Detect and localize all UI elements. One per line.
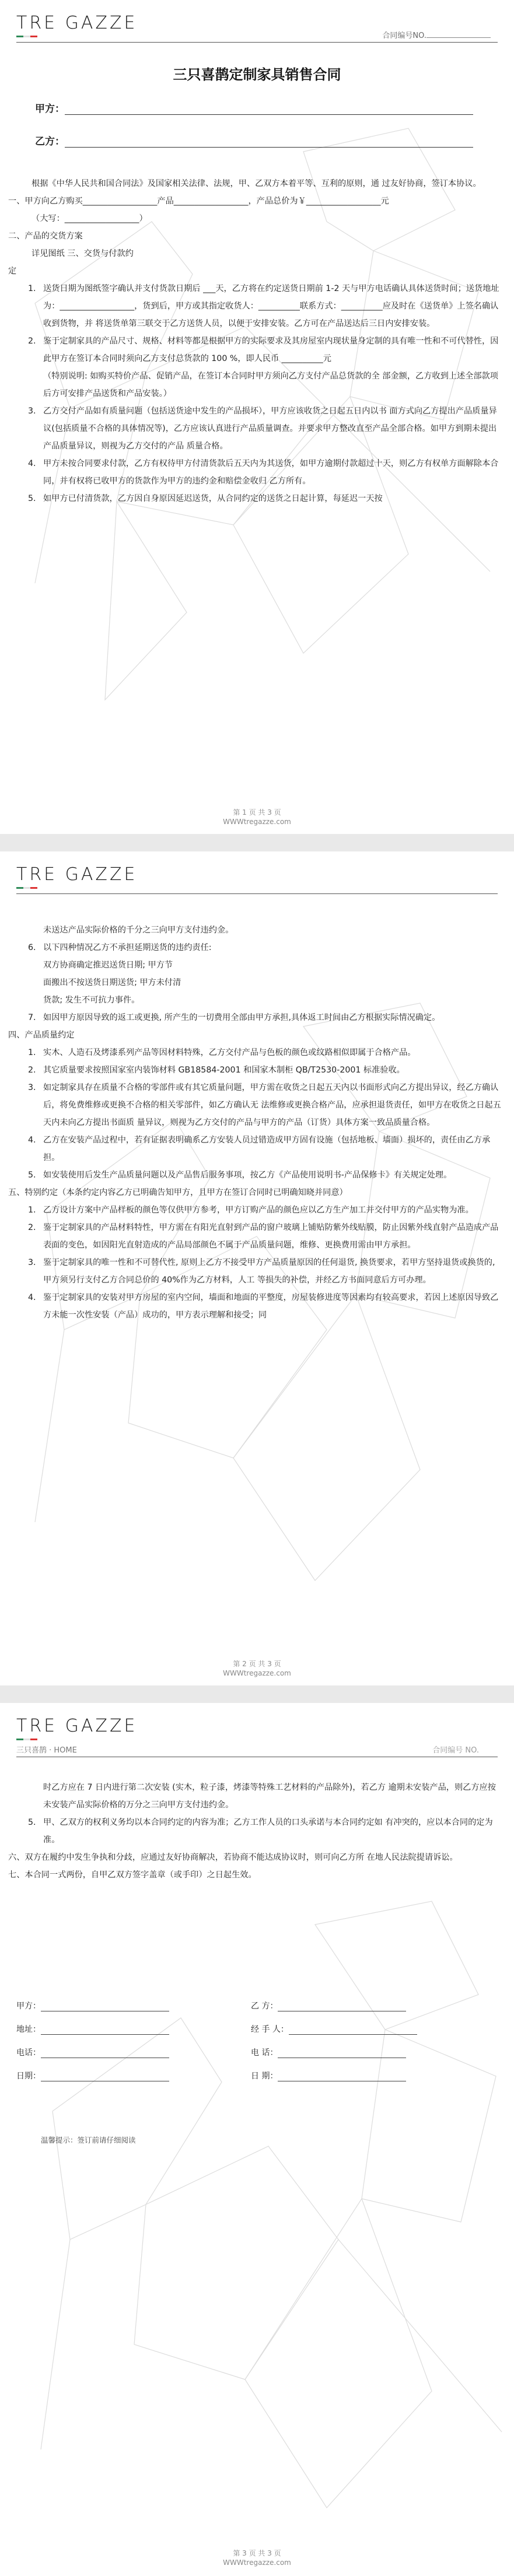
sign-b-handler[interactable]: 经 手 人： [251,2018,417,2041]
contract-body-3 [8,1779,503,1884]
sign-a-phone[interactable]: 电话： [16,2041,169,2065]
page-number: 第 1 页 共 3 页 [233,808,281,816]
contract-body-2 [8,921,503,1324]
exemption-line-3: 货款; 发生不可抗力事件。 [43,996,140,1005]
contract-page-3 [0,1703,514,2576]
clause-late-delivery: 5. 如甲方已付清货款，乙方因自身原因延迟送货，从合同约定的送货之日起计算，每延迟一天按 [28,494,383,503]
clause-quality-objection: 3. 乙方交付产品如有质量问题（包括送货途中发生的产品损坏），甲方应该收货之日起五日内以书 面方式向乙方提出产品质量异议(包括质量不合格的具体情况等)，乙方应该认真进行产品质量调查。并要求甲方整改直至产品全部合格。如甲方到期未提出产品质量异议，则视为乙方交付的产品 质量合格。 [28,406,497,451]
sign-b-phone[interactable]: 电 话： [251,2041,417,2065]
page-footer [0,808,514,826]
intro-paragraph: 根据《中华人民共和国合同法》及国家相关法律、法规，甲、乙双方本着平等、互利的原则，通 过友好协商，签订本协议。 [32,179,481,188]
page-footer [0,1659,514,1678]
website-link[interactable]: WWWtregazze.com [223,818,291,826]
contract-number: 合同编号 NO. [432,1746,479,1755]
brand-logo: TRE GAZZE [16,13,138,37]
section-5-heading: 五、特别约定（本条约定内容乙方已明确告知甲方，且甲方在签订合同时已明确知晓并同意） [8,1188,348,1197]
quality-2: 2. 其它质量要求按照国家室内装饰材料 GB18584-2001 和国家木制柜 QB/T2530-2001 标准验收。 [28,1066,405,1075]
sign-a-name[interactable]: 甲方： [16,1995,169,2018]
website-link[interactable]: WWWtregazze.com [223,1669,291,1677]
clause-rework: 7. 如因甲方原因导致的返工或更换, 所产生的一切费用全部由甲方承担,具体返工时间由乙方根据实际情况确定。 [28,1013,440,1022]
sign-a-address[interactable]: 地址： [16,2018,169,2041]
special-3: 3. 鉴于定制家具的唯一性和不可替代性, 原则上乙方不接受甲方产品质量原因的任何退货, 换货要求，若甲方坚持退货或换货的, 甲方须另行支付乙方合同总价的 40%作为乙方材料，人工 等损失的补偿，并经乙方书面同意后方可办理。 [28,1258,495,1285]
brand-subtitle: 三只喜鹊 · HOME [16,1746,77,1755]
continued-text: 未送达产品实际价格的千分之三向甲方支付违约金。 [43,926,234,935]
section-2-tail: 定 [8,267,17,276]
document-title: 三只喜鹊定制家具销售合同 [173,66,341,83]
header-divider [16,42,498,43]
website-link[interactable]: WWWtregazze.com [223,2559,291,2567]
clause-exemption: 6. 以下四种情况乙方不承担延期送货的违约责任: [28,943,212,952]
section-4-heading: 四、产品质量约定 [8,1031,75,1040]
sign-a-date[interactable]: 日期： [16,2065,169,2088]
quality-5: 5. 如安装使用后发生产品质量问题以及产品售后服务事项，按乙方《产品使用说明书-产品保修卡》有关规定处理。 [28,1170,452,1180]
clause-late-payment: 4. 甲方未按合同要求付款，乙方有权待甲方付清货款后五天内为其送货，如甲方逾期付款超过十天，则乙方有权单方面解除本合同，并有权将已收甲方的货款作为甲方的违约金和赔偿金收归 乙方所有。 [28,459,499,486]
exemption-line-2: 面搬出不按送货日期送货; 甲方未付清 [43,978,181,987]
clause-payment: 2. 鉴于定制家具的产品尺寸、规格、材料等都是根据甲方的实际要求及其房屋室内现状量身定制的具有唯一性和不可代替性，因此甲方在签订本合同时须向乙方支付总货款的 100 %，即人民币 __________元 [28,337,499,363]
contract-page-2 [0,851,514,1685]
header-divider [16,893,498,894]
clause-delivery: 1. 送货日期为图纸签字确认并支付货款日期后 ___天，乙方将在约定送货日期前 1-2 天与甲方电话确认具体送货时间；送货地址为：__________________，货到后，甲方或其指定收货人：__________联系方式：__________应及时在《送货单》上签名确认收到货物，并 将送货单第三联交于乙方送货人员，以便于安排安装。乙方可在产品送达后三日内安排安装。 [28,284,499,328]
sign-b-name[interactable]: 乙 方： [251,1995,417,2018]
brand-logo: TRE GAZZE [16,1716,138,1740]
contract-body-1 [8,175,503,507]
section-7: 七、本合同一式两份，自甲乙双方签字盖章（或手印）之日起生效。 [8,1870,257,1880]
contract-page-1 [0,0,514,834]
page-footer [0,2549,514,2567]
party-b-signature-block [251,1995,417,2088]
section-6: 六、双方在履约中发生争执和分歧，应通过友好协商解决，若协商不能达成协议时，则可向乙方所 在地人民法院提请诉讼。 [8,1853,458,1862]
special-5: 5. 甲、乙双方的权利义务均以本合同约定的内容为准；乙方工作人员的口头承诺与本合同约定如 有冲突的，应以本合同的定为准。 [28,1818,493,1845]
special-4: 4. 鉴于定制家具的安装对甲方房屋的室内空间，墙面和地面的平整度，房屋装修进度等因素均有较高要求，若因上述原因导致乙方未能一次性安装（产品）成功的，甲方表示理解和接受；同 [28,1293,499,1320]
contract-number: 合同编号NO. [382,29,491,40]
continued-text: 时乙方应在 7 日内进行第二次安装 (实木，粒子漆，烤漆等特殊工艺材料的产品除外)，若乙方 逾期未安装产品，则乙方应按未安装产品实际价格的万分之三向甲方支付违约金。 [43,1783,496,1810]
quality-4: 4. 乙方在安装产品过程中，若有证据表明确系乙方安装人员过错造成甲方固有设施（包括地板、墙面）损坏的，责任由乙方承担。 [28,1135,491,1162]
party-a-signature-block [16,1995,169,2088]
page-number: 第 3 页 共 3 页 [233,2549,281,2557]
special-1: 1. 乙方设计方案中产品样板的颜色等仅供甲方参考，甲方订购产品的颜色应以乙方生产加工并交付甲方的产品实物为准。 [28,1205,474,1215]
clause-payment-note: （特别说明: 如购买特价产品、促销产品，在签订本合同时甲方须向乙方支付产品总货款的全 部金额，乙方收到上述全部款项后方可安排产品送货和产品安装。） [43,371,498,398]
brand-logo: TRE GAZZE [16,864,138,889]
special-2: 2. 鉴于定制家具的产品材料特性，甲方需在有阳光直射到产品的窗户玻璃上铺贴防紫外线贴膜，防止因紫外线直射产品造成产品表面的变色，如因阳光直射造成的产品局部颜色不属于产品质量问题，维修、更换费用需由甲方承担。 [28,1223,499,1250]
section-2-detail: 详见图纸 三、交货与付款约 [32,249,134,258]
sign-b-date[interactable]: 日 期： [251,2065,417,2088]
page-number: 第 2 页 共 3 页 [233,1660,281,1668]
party-a-field[interactable]: 甲方： [35,100,473,115]
quality-1: 1. 实木、人造石及烤漆系列产品等因材料特殊，乙方交付产品与色板的颜色或纹路相似即属于合格产品。 [28,1048,416,1057]
section-2-heading: 二、产品的交货方案 [8,232,83,241]
section-1-amount: （大写：__________________） [32,214,148,223]
section-1: 一、甲方向乙方购买__________________产品__________________，产品总价为￥__________________元 [8,197,389,206]
exemption-line-1: 双方协商确定推迟送货日期; 甲方节 [43,961,173,970]
party-b-field[interactable]: 乙方： [35,133,473,148]
quality-3: 3. 如定制家具存在质量不合格的零部件或有其它质量问题，甲方需在收货之日起五天内以书面形式向乙方提出异议，经乙方确认后，将免费维修或更换不合格的相关零部件，如乙方确认无 法维修或更换合格产品，应承担退货责任，如甲方在收货之日起五天内未向乙方提出书面质 量异议，则视为乙方交付的产品与甲方的产品（订货）具体方案一致品质量合格。 [28,1083,501,1127]
reminder-note: 温馨提示：签订前请仔细阅读 [41,2136,136,2144]
